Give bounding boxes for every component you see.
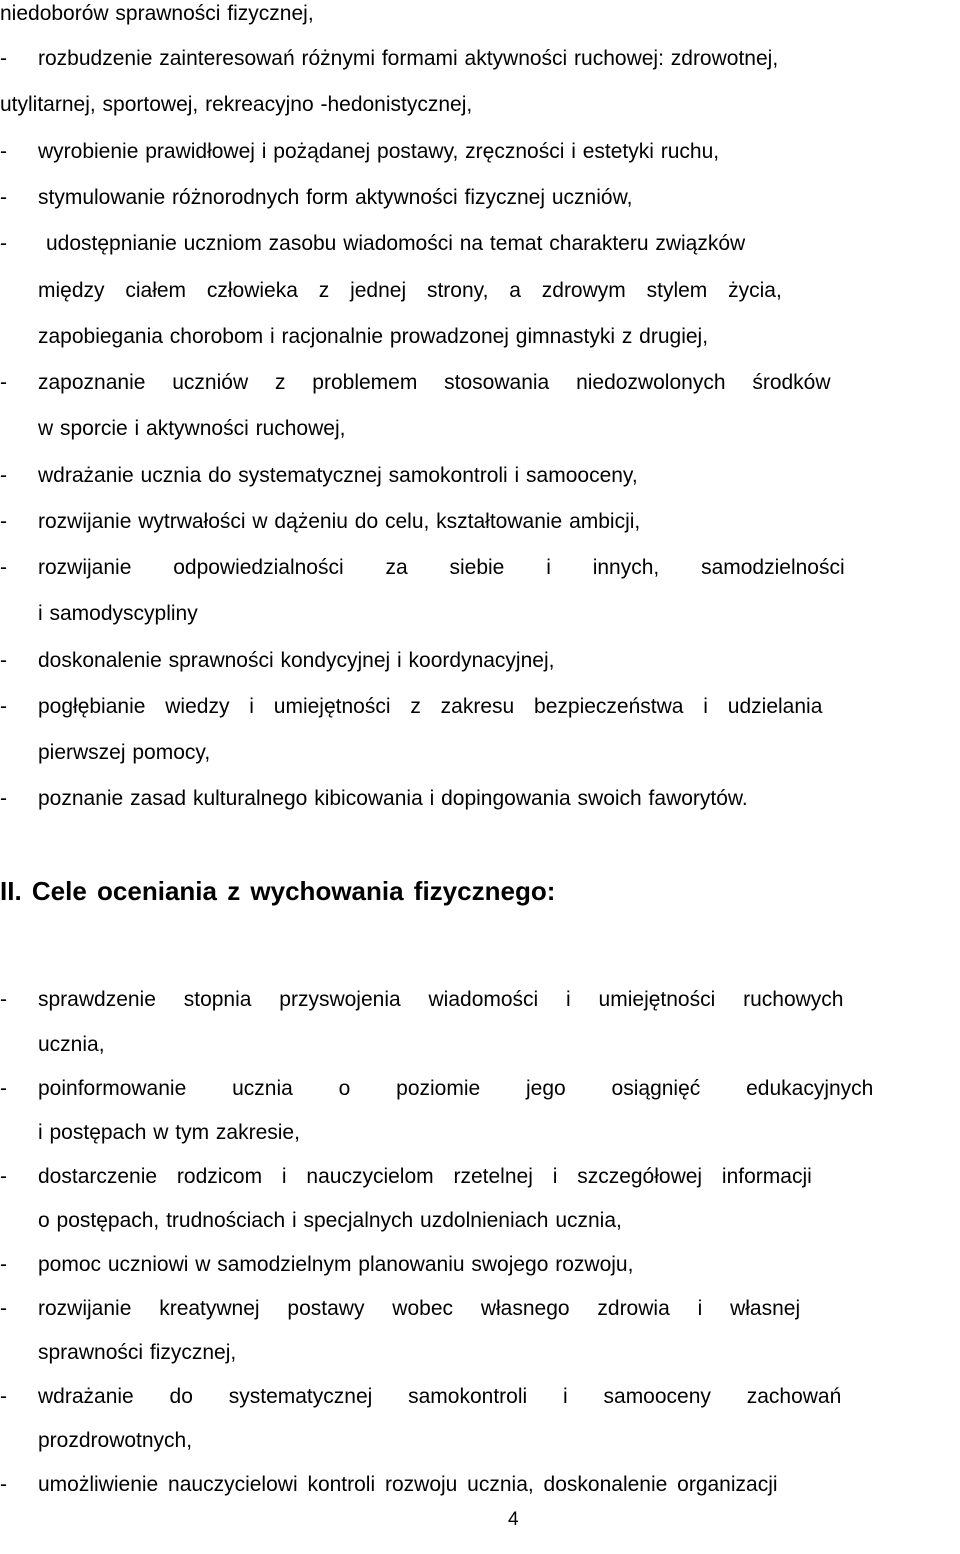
list-item-text: utylitarnej, sportowej, rekreacyjno -hedonistycznej, (0, 93, 473, 116)
list-dash: - (0, 1385, 7, 1408)
list-dash: - (0, 1165, 7, 1188)
list-item-continuation (0, 91, 958, 119)
list-item-text: w sporcie i aktywności ruchowej, (38, 417, 346, 440)
list-item-text: poinformowanie ucznia o poziomie jego osiągnięć edukacyjnych (38, 1077, 874, 1100)
list-item-continuation (38, 1031, 958, 1059)
list-item-text: dostarczenie rodzicom i nauczycielom rzetelnej i szczegółowej informacji (38, 1165, 812, 1188)
list-item-text: ucznia, (38, 1033, 105, 1056)
list-item-continuation (38, 1119, 958, 1147)
list-item-text: między ciałem człowieka z jednej strony, a zdrowym stylem życia, (38, 279, 782, 302)
list-dash: - (0, 1253, 7, 1276)
list-dash: - (0, 649, 7, 672)
list-dash: - (0, 232, 7, 255)
list-dash: - (0, 1077, 7, 1100)
list-dash: - (0, 1473, 7, 1496)
list-dash: - (0, 556, 7, 579)
list-item-text: rozbudzenie zainteresowań różnymi formami aktywności ruchowej: zdrowotnej, (38, 47, 779, 70)
list-item-text: wdrażanie do systematycznej samokontroli i samooceny zachowań (38, 1385, 842, 1408)
list-item-text: poznanie zasad kulturalnego kibicowania i dopingowania swoich faworytów. (38, 787, 748, 810)
list-item-continuation (38, 739, 958, 767)
list-item-continuation (38, 1339, 958, 1367)
list-item-text: rozwijanie odpowiedzialności za siebie i innych, samodzielności (38, 556, 845, 579)
list-dash: - (0, 186, 7, 209)
list-dash: - (0, 140, 7, 163)
list-item-text: doskonalenie sprawności kondycyjnej i koordynacyjnej, (38, 649, 555, 672)
text-line (0, 0, 958, 28)
list-item-text: pogłębianie wiedzy i umiejętności z zakresu bezpieczeństwa i udzielania (38, 695, 823, 718)
list-item-text: prozdrowotnych, (38, 1429, 193, 1452)
list-item-text: umożliwienie nauczycielowi kontroli rozwoju ucznia, doskonalenie organizacji (38, 1473, 778, 1496)
list-item-text: zapoznanie uczniów z problemem stosowania niedozwolonych środków (38, 371, 831, 394)
list-item-text: udostępnianie uczniom zasobu wiadomości na temat charakteru związków (46, 232, 746, 255)
list-dash: - (0, 988, 7, 1011)
list-dash: - (0, 47, 7, 70)
list-item-continuation (38, 277, 958, 305)
list-dash: - (0, 695, 7, 718)
list-item-text: i samodyscypliny (38, 602, 198, 625)
list-item-text: rozwijanie kreatywnej postawy wobec własnego zdrowia i własnej (38, 1297, 801, 1320)
list-dash: - (0, 464, 7, 487)
list-dash: - (0, 1297, 7, 1320)
list-item-text: wdrażanie ucznia do systematycznej samokontroli i samooceny, (38, 464, 638, 487)
list-item-continuation (38, 415, 958, 443)
list-item-continuation (38, 323, 958, 351)
top-fragment: niedoborów sprawności fizycznej, (0, 2, 314, 25)
page-number: 4 (508, 1509, 519, 1530)
list-item-continuation (38, 1207, 958, 1235)
list-item-text: pierwszej pomocy, (38, 741, 211, 764)
list-item-continuation (38, 600, 958, 628)
list-item-text: zapobiegania chorobom i racjonalnie prowadzonej gimnastyki z drugiej, (38, 325, 709, 348)
list-item-text: pomoc uczniowi w samodzielnym planowaniu swojego rozwoju, (38, 1253, 634, 1276)
list-item-text: o postępach, trudnościach i specjalnych uzdolnieniach ucznia, (38, 1209, 622, 1232)
list-item-text: rozwijanie wytrwałości w dążeniu do celu, kształtowanie ambicji, (38, 510, 641, 533)
list-item-text: sprawdzenie stopnia przyswojenia wiadomości i umiejętności ruchowych (38, 988, 844, 1011)
list-dash: - (0, 510, 7, 533)
section-heading: II. Cele oceniania z wychowania fizycznego: (0, 876, 556, 906)
list-item-text: stymulowanie różnorodnych form aktywności fizycznej uczniów, (38, 186, 633, 209)
list-dash: - (0, 787, 7, 810)
list-item-text: sprawności fizycznej, (38, 1341, 237, 1364)
list-item-continuation (38, 1427, 958, 1455)
list-item-text: i postępach w tym zakresie, (38, 1121, 300, 1144)
list-item-text: wyrobienie prawidłowej i pożądanej postawy, zręczności i estetyki ruchu, (38, 140, 720, 163)
list-dash: - (0, 371, 7, 394)
